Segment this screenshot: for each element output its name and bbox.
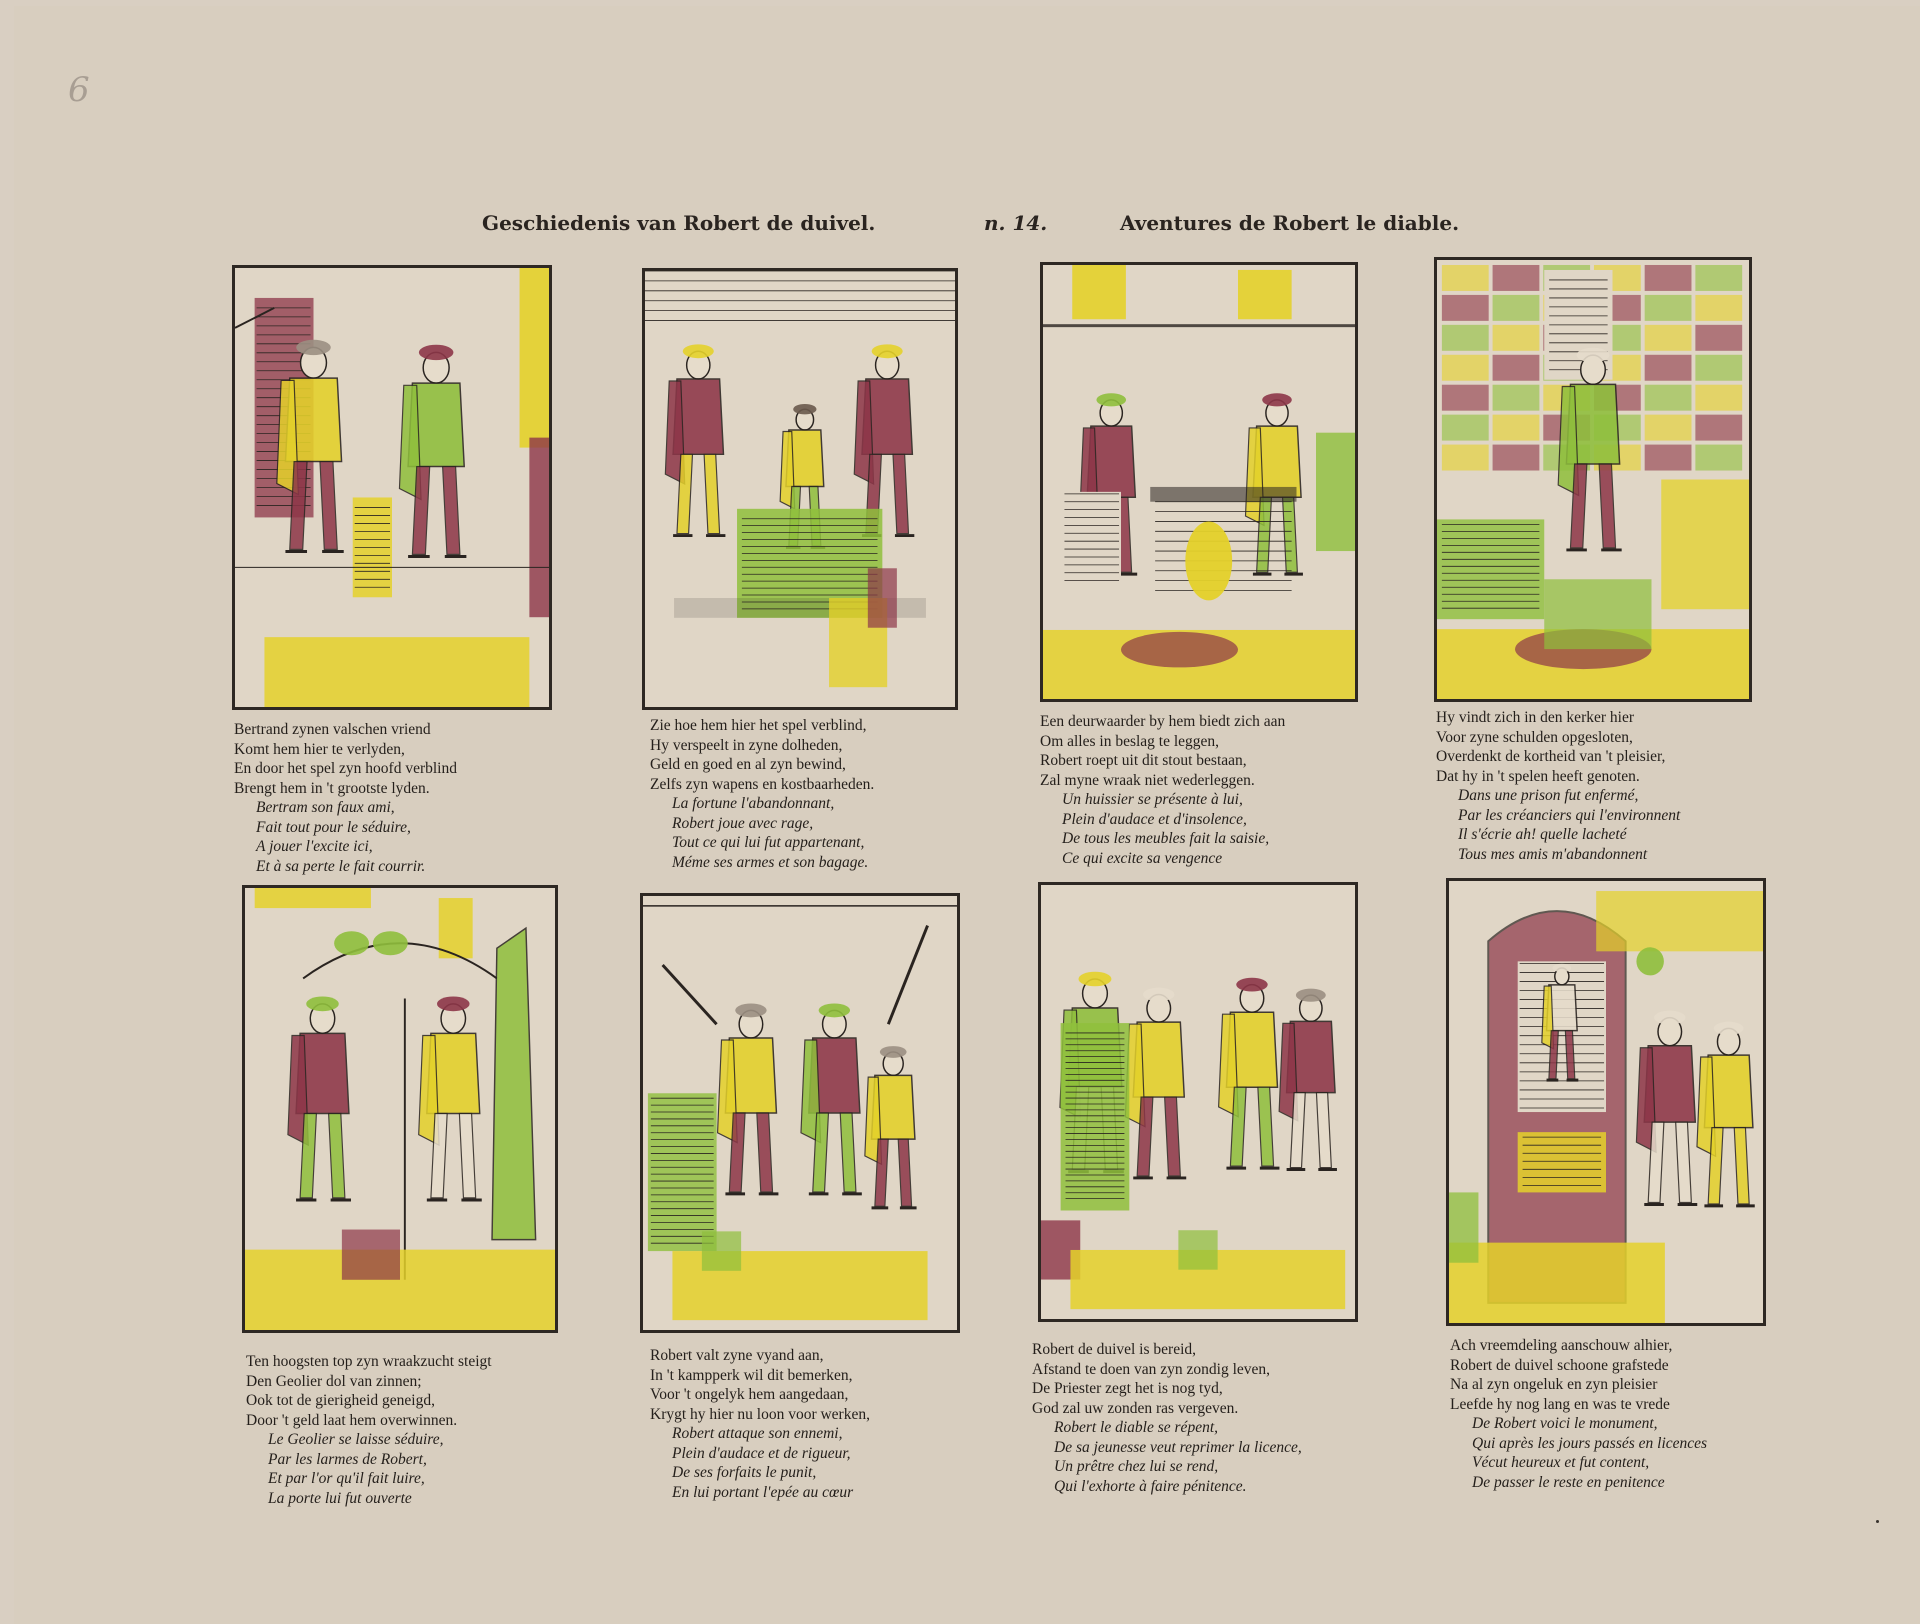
verse-line-fr: Robert joue avec rage, <box>672 814 814 832</box>
wall-brick <box>1442 325 1489 351</box>
verse-line-fr: Par les créanciers qui l'environnent <box>1458 806 1681 824</box>
verse-line-fr: Plein d'audace et de rigueur, <box>672 1444 851 1462</box>
colour-patch <box>255 888 371 908</box>
verse-line-fr: En lui portant l'epée au cœur <box>672 1483 854 1501</box>
verse-line: Hy verspeelt in zyne dolheden, <box>650 736 843 754</box>
wall-brick <box>1442 445 1489 471</box>
woodcut-panel-6 <box>640 893 960 1333</box>
figure-hat <box>1552 964 1571 972</box>
figure-leg <box>1549 1031 1558 1079</box>
wall-brick <box>1442 415 1489 441</box>
wall-brick <box>1645 355 1692 381</box>
woodcut-illustration <box>1437 260 1749 699</box>
wall-brick <box>1493 295 1540 321</box>
verse-line: Den Geolier dol van zinnen; <box>246 1372 422 1390</box>
verse-line: God zal uw zonden ras vergeven. <box>1032 1399 1239 1417</box>
straw-bed <box>1437 519 1544 619</box>
verse-panel-3 <box>1040 712 1370 868</box>
ink-speck <box>1876 1520 1879 1523</box>
verse-line-fr: De sa jeunesse veut reprimer la licence, <box>1054 1438 1302 1456</box>
verse-panel-5 <box>246 1352 576 1508</box>
verse-line: Dat hy in 't spelen heeft genoten. <box>1436 767 1640 785</box>
floor-patch <box>1449 1243 1665 1323</box>
woodcut-panel-4 <box>1434 257 1752 702</box>
woodcut-illustration <box>1043 265 1355 699</box>
verse-line-fr: Dans une prison fut enfermé, <box>1458 787 1639 804</box>
figure-leg <box>443 467 460 555</box>
verse-panel-2 <box>650 716 980 872</box>
figure-hat <box>1096 393 1126 406</box>
verse-line: Zie hoe hem hier het spel verblind, <box>650 717 867 734</box>
figure-hat <box>437 996 470 1011</box>
verse-panel-1 <box>234 720 564 876</box>
wall-brick <box>1645 445 1692 471</box>
wall-brick <box>1695 325 1742 351</box>
verse-line: Hy vindt zich in den kerker hier <box>1436 709 1634 726</box>
sword <box>663 965 717 1024</box>
verse-line-fr: Fait tout pour le séduire, <box>256 818 411 836</box>
verse-line: Ook tot de gierigheid geneigd, <box>246 1392 435 1409</box>
verse-line-fr: Par les larmes de Robert, <box>268 1450 427 1468</box>
colour-patch <box>1121 632 1238 668</box>
woodcut-illustration <box>643 896 957 1330</box>
figure-leg <box>893 454 909 533</box>
verse-line-fr: Tout ce qui lui fut appartenant, <box>672 834 865 851</box>
verse-line-fr: Méme ses armes et son bagage. <box>672 853 869 871</box>
verse-line: Komt hem hier te verlyden, <box>234 740 405 758</box>
woodcut-panel-5 <box>242 885 558 1333</box>
wall-brick <box>1442 295 1489 321</box>
verse-line: Na al zyn ongeluk en zyn pleisier <box>1450 1376 1658 1393</box>
colour-patch <box>1544 579 1651 649</box>
wall-brick <box>1493 445 1540 471</box>
wall-brick <box>1493 265 1540 291</box>
verse-line: Om alles in beslag te leggen, <box>1040 732 1220 750</box>
colour-patch <box>868 568 897 627</box>
table-top <box>1150 487 1296 502</box>
colour-patch <box>520 268 549 448</box>
figure-hat <box>683 344 714 358</box>
ornament-leaf <box>334 931 369 955</box>
tree <box>648 1093 717 1251</box>
figure-hat <box>1296 989 1326 1002</box>
figure-hat <box>306 996 339 1011</box>
figure-leg <box>320 462 337 550</box>
wall-brick <box>1493 325 1540 351</box>
verse-panel-8 <box>1450 1336 1780 1492</box>
verse-line: In 't kampperk wil dit bemerken, <box>650 1366 853 1384</box>
verse-line: Ach vreemdeling aanschouw alhier, <box>1450 1337 1673 1354</box>
verse-line-fr: Un huissier se présente à lui, <box>1062 791 1243 808</box>
rosette <box>1636 947 1663 975</box>
title-french: Aventures de Robert le diable. <box>1120 211 1460 235</box>
wall-brick <box>1695 265 1742 291</box>
woodcut-panel-7 <box>1038 882 1358 1322</box>
verse-line-fr: Le Geolier se laisse séduire, <box>268 1431 444 1448</box>
figure-leg <box>840 1113 856 1192</box>
bench <box>1661 480 1749 610</box>
figure-leg <box>1258 1087 1274 1166</box>
verse-line: Overdenkt de kortheid van 't pleisier, <box>1436 748 1666 765</box>
wall-brick <box>1442 385 1489 411</box>
colour-patch <box>1178 1230 1217 1269</box>
verse-line-fr: De passer le reste en penitence <box>1472 1473 1665 1491</box>
pillar <box>492 928 536 1239</box>
colour-patch <box>342 1230 400 1280</box>
figure-hat <box>880 1046 907 1058</box>
verse-line-fr: Et par l'or qu'il fait luire, <box>268 1470 425 1487</box>
verse-line: Afstand te doen van zyn zondig leven, <box>1032 1360 1271 1378</box>
woodcut-illustration <box>1041 885 1355 1319</box>
wall-brick <box>1442 355 1489 381</box>
figure-hat <box>1236 978 1267 992</box>
verse-line: De Priester zegt het is nog tyd, <box>1032 1380 1223 1397</box>
table-arch <box>1185 521 1232 600</box>
woodcut-panel-1 <box>232 265 552 710</box>
wall-brick <box>1695 445 1742 471</box>
sword <box>888 926 927 1025</box>
verse-line-fr: Bertram son faux ami, <box>256 799 395 816</box>
verse-line-fr: Robert le diable se répent, <box>1054 1419 1218 1436</box>
verse-line-fr: Vécut heureux et fut content, <box>1472 1454 1650 1471</box>
verse-line: Brengt hem in 't grootste lyden. <box>234 779 430 797</box>
figure-leg <box>757 1113 773 1192</box>
title-dutch: Geschiedenis van Robert de duivel. <box>482 211 876 235</box>
verse-panel-4 <box>1436 708 1766 864</box>
ornament-leaf <box>373 931 408 955</box>
figure-hat <box>1143 988 1174 1002</box>
figure-hat <box>872 344 903 358</box>
figure-hat <box>735 1004 766 1018</box>
tomb-plaque <box>1518 1132 1606 1192</box>
verse-panel-6 <box>650 1346 980 1502</box>
figure-hat <box>793 404 816 414</box>
verse-line-fr: De Robert voici le monument, <box>1472 1415 1658 1432</box>
verse-line-fr: Plein d'audace et d'insolence, <box>1062 810 1247 828</box>
woodcut-illustration <box>1449 881 1763 1323</box>
verse-line-fr: Et à sa perte le fait courrir. <box>256 857 426 875</box>
figure-hat <box>1577 348 1610 363</box>
woodcut-illustration <box>245 888 555 1330</box>
verse-line: Robert valt zyne vyand aan, <box>650 1347 824 1364</box>
verse-line-fr: Ce qui excite sa vengence <box>1062 849 1223 867</box>
wall-brick <box>1695 415 1742 441</box>
wall-brick <box>1645 325 1692 351</box>
figure-hat <box>296 340 331 355</box>
verse-line: Door 't geld laat hem overwinnen. <box>246 1411 458 1429</box>
figure-hat <box>1654 1011 1685 1025</box>
figure-leg <box>704 454 720 533</box>
woodcut-panel-8 <box>1446 878 1766 1326</box>
verse-line-fr: Il s'écrie ah! quelle lacheté <box>1458 826 1627 843</box>
sheet-number: n. 14. <box>984 211 1048 235</box>
colour-patch <box>439 898 473 958</box>
verse-line-fr: La fortune l'abandonnant, <box>672 795 835 812</box>
verse-line-fr: De ses forfaits le punit, <box>672 1464 817 1481</box>
figure-hat <box>1078 972 1111 986</box>
colour-patch <box>1072 265 1126 319</box>
figure-leg <box>1734 1128 1749 1204</box>
colour-patch <box>529 438 549 618</box>
verse-line: Voor zyne schulden opgesloten, <box>1436 728 1633 746</box>
woodcut-panel-2 <box>642 268 958 710</box>
verse-line: Zelfs zyn wapens en kostbaarheden. <box>650 775 875 793</box>
verse-line: Voor 't ongelyk hem aangedaan, <box>650 1386 849 1403</box>
plant-patch <box>1316 433 1355 551</box>
sheet-header <box>0 205 1920 245</box>
wall-brick <box>1645 295 1692 321</box>
verse-line: Robert de duivel schoone grafstede <box>1450 1356 1669 1374</box>
figure-hat <box>819 1004 850 1018</box>
verse-line-fr: A jouer l'excite ici, <box>256 838 373 855</box>
verse-line: Een deurwaarder by hem biedt zich aan <box>1040 713 1286 730</box>
figure-leg <box>1565 1031 1574 1079</box>
wall-brick <box>1695 355 1742 381</box>
verse-line: Robert roept uit dit stout bestaan, <box>1040 752 1247 769</box>
woodcut-panel-3 <box>1040 262 1358 702</box>
verse-line: Robert de duivel is bereid, <box>1032 1341 1196 1358</box>
figure-leg <box>1316 1093 1331 1168</box>
figure-hat <box>419 345 454 360</box>
wall-brick <box>1695 385 1742 411</box>
wall-brick <box>1645 265 1692 291</box>
wall-brick <box>1493 415 1540 441</box>
monk-cloak <box>1061 1023 1130 1210</box>
wall-brick <box>1645 385 1692 411</box>
verse-line-fr: Qui l'exhorte à faire pénitence. <box>1054 1477 1247 1495</box>
wall-brick <box>1442 265 1489 291</box>
figure-hat <box>1714 1022 1744 1035</box>
wall-brick <box>1493 385 1540 411</box>
colour-patch <box>1238 270 1292 319</box>
colour-patch <box>1449 1192 1478 1262</box>
verse-panel-7 <box>1032 1340 1362 1496</box>
verse-line-fr: Un prêtre chez lui se rend, <box>1054 1458 1219 1475</box>
verse-line-fr: Qui après les jours passés en licences <box>1472 1434 1708 1452</box>
verse-line-fr: La porte lui fut ouverte <box>268 1489 412 1507</box>
verse-line: Geld en goed en al zyn bewind, <box>650 756 846 773</box>
pencil-inscription: 6 <box>68 70 90 110</box>
woodcut-illustration <box>645 271 955 707</box>
verse-line: Leefde hy nog lang en was te vrede <box>1450 1395 1670 1413</box>
woodcut-illustration <box>235 268 549 707</box>
figure-leg <box>1599 464 1615 548</box>
verse-line: En door het spel zyn hoofd verblind <box>234 760 457 777</box>
beam <box>1043 324 1355 327</box>
wall-brick <box>1493 355 1540 381</box>
verse-line-fr: Robert attaque son ennemi, <box>672 1425 843 1442</box>
figure-hat <box>1262 393 1292 406</box>
verse-line: Krygt hy hier nu loon voor werken, <box>650 1405 870 1423</box>
wall-brick <box>1645 415 1692 441</box>
colour-patch <box>702 1231 741 1270</box>
verse-line: Zal myne wraak niet wederleggen. <box>1040 771 1255 789</box>
wall-brick <box>1695 295 1742 321</box>
figure-leg <box>1676 1122 1692 1202</box>
verse-line-fr: Tous mes amis m'abandonnent <box>1458 845 1648 863</box>
verse-line: Bertrand zynen valschen vriend <box>234 721 431 738</box>
floor-patch <box>264 637 529 707</box>
verse-line: Ten hoogsten top zyn wraakzucht steigt <box>246 1353 492 1370</box>
figure-leg <box>898 1139 911 1206</box>
verse-line-fr: De tous les meubles fait la saisie, <box>1062 830 1270 847</box>
colour-patch <box>1596 891 1763 951</box>
figure-leg <box>1165 1097 1181 1176</box>
